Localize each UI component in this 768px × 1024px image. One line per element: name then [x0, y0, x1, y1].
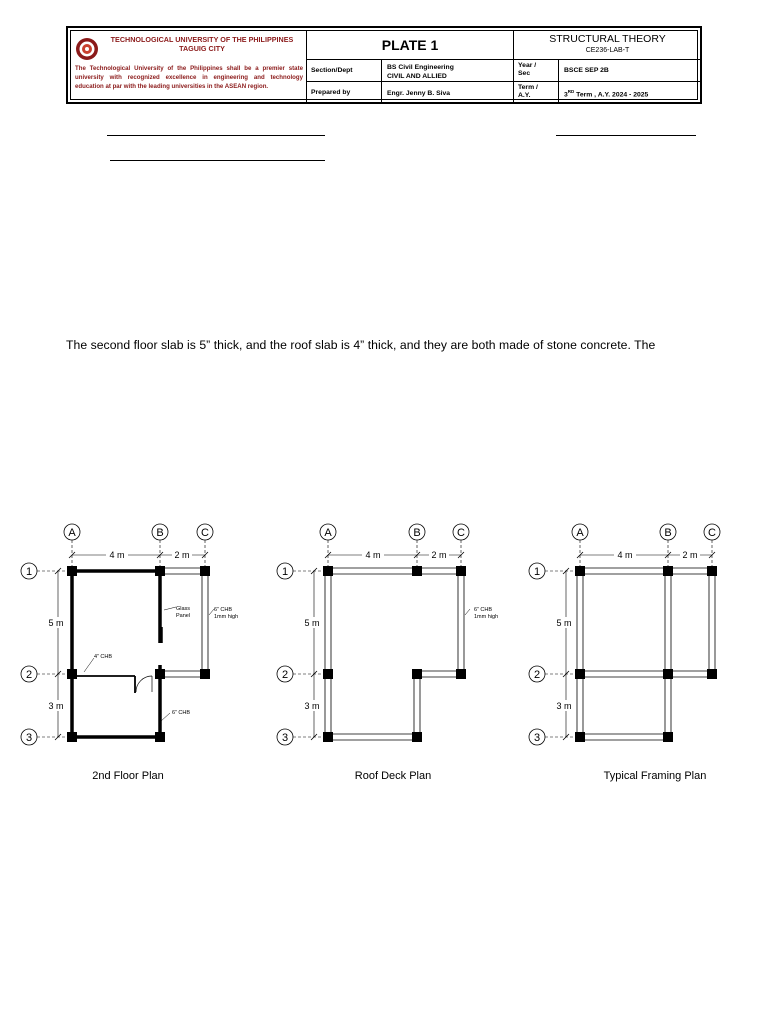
svg-text:3: 3 [533, 732, 541, 744]
svg-text:A: A [324, 527, 332, 539]
course-cell [514, 31, 701, 60]
problem-statement: The second floor slab is 5” thick, and the roof slab is 4” thick, and they are both made of stone concrete. The [66, 338, 656, 352]
plate-number: PLATE 1 [307, 31, 514, 60]
prepared-label: Prepared by [311, 89, 351, 96]
course-code: CE236-LAB-T [585, 47, 630, 54]
grid-bubble-3 [277, 729, 293, 745]
grid-bubble-3 [529, 729, 545, 745]
grid-bubble-b [409, 524, 425, 540]
term-value [559, 87, 648, 99]
svg-text:2: 2 [533, 669, 541, 681]
svg-text:2 m: 2 m [682, 550, 698, 560]
svg-text:B: B [156, 527, 164, 539]
grid-bubble-a [320, 524, 336, 540]
university-seal-icon [75, 37, 99, 61]
grid-bubble-2 [21, 666, 37, 682]
section-value-line-2: CIVIL AND ALLIED [387, 73, 447, 80]
chb-walls [72, 571, 160, 737]
svg-text:3 m: 3 m [556, 701, 572, 711]
plan-title-framing: Typical Framing Plan [603, 770, 707, 782]
term-label-cell [514, 82, 559, 104]
plan-title-roof-deck: Roof Deck Plan [354, 770, 432, 782]
plan-title-2nd-floor: 2nd Floor Plan [92, 770, 164, 782]
prepared-value-cell [382, 82, 514, 104]
grid-bubble-1 [21, 563, 37, 579]
svg-text:2: 2 [25, 669, 33, 681]
svg-text:1: 1 [281, 566, 289, 578]
svg-text:C: C [201, 527, 209, 539]
note-glass-1: Glass [176, 606, 191, 612]
note-chb-6: 6” CHB [172, 710, 191, 716]
grid-bubble-c [704, 524, 720, 540]
grid-bubble-2 [529, 666, 545, 682]
section-value [382, 60, 513, 81]
second-floor-plan [21, 524, 238, 782]
note-chb-high-2: 1mm high [214, 614, 239, 620]
grid-bubble-2 [277, 666, 293, 682]
svg-text:5 m: 5 m [556, 618, 572, 628]
mission-statement: The Technological University of the Philippines shall be a premier state university with recognized excellence in engineering and technology education at par with the leading universities in the ASEAN region. [75, 65, 303, 90]
year-label-cell [514, 60, 559, 82]
svg-text:A: A [576, 527, 584, 539]
section-value-cell [382, 60, 514, 82]
dim-3m: 3 m [48, 701, 64, 711]
course-title: STRUCTURAL THEORY [549, 33, 666, 45]
svg-text:4 m: 4 m [617, 550, 633, 560]
university-cell [71, 31, 307, 104]
year-value: BSCE SEP 2B [564, 67, 609, 74]
grid-bubble-1 [277, 563, 293, 579]
svg-text:B: B [413, 527, 421, 539]
grid-bubble-b [152, 524, 168, 540]
section-label-cell [307, 60, 382, 82]
svg-text:6” CHB: 6” CHB [474, 607, 493, 613]
svg-text:3 m: 3 m [304, 701, 320, 711]
grid-bubble-a [572, 524, 588, 540]
university-name [101, 35, 303, 53]
svg-text:A: A [68, 527, 76, 539]
svg-text:3: 3 [281, 732, 289, 744]
dim-2m: 2 m [174, 550, 190, 560]
grid-bubble-b [660, 524, 676, 540]
university-name-line: TECHNOLOGICAL UNIVERSITY OF THE PHILIPPINES [110, 35, 294, 44]
svg-text:C: C [708, 527, 716, 539]
dim-4m: 4 m [109, 550, 125, 560]
note-glass-2: Panel [176, 613, 191, 619]
campus-name: TAGUIG CITY [179, 44, 225, 53]
year-value-cell [559, 60, 701, 82]
title-block [66, 26, 702, 104]
name-blank-line-2 [110, 160, 325, 161]
grid-bubble-c [453, 524, 469, 540]
svg-text:4 m: 4 m [365, 550, 381, 560]
term-number: 3 [564, 91, 568, 99]
svg-text:1: 1 [533, 566, 541, 578]
term-suffix: RD [567, 88, 575, 94]
section-value-line-1: BS Civil Engineering [387, 64, 454, 71]
svg-text:1: 1 [25, 566, 33, 578]
term-value-cell [559, 82, 701, 104]
svg-text:5 m: 5 m [304, 618, 320, 628]
typical-framing-plan [529, 524, 720, 782]
note-chb-high-1: 6” CHB [214, 607, 233, 613]
svg-text:C: C [457, 527, 465, 539]
note-chb-4: 4” CHB [94, 654, 113, 660]
year-label [514, 60, 558, 78]
grid-bubble-3 [21, 729, 37, 745]
grid-bubble-c [197, 524, 213, 540]
grid-bubble-a [64, 524, 80, 540]
year-label-line-2: Sec [518, 70, 531, 77]
name-blank-line [107, 135, 325, 136]
term-label [514, 82, 558, 100]
term-label-line-2: A.Y. [518, 92, 531, 99]
structural-plans [0, 515, 768, 795]
svg-text:B: B [664, 527, 672, 539]
section-label: Section/Dept [311, 66, 353, 74]
prepared-label-cell [307, 82, 382, 104]
svg-text:2 m: 2 m [431, 550, 447, 560]
roof-deck-plan [277, 524, 498, 782]
prepared-value: Engr. Jenny B. Siva [387, 89, 451, 97]
svg-text:2: 2 [281, 669, 289, 681]
grid-bubble-1 [529, 563, 545, 579]
year-label-line-1: Year / [518, 62, 537, 69]
term-rest: Term , A.Y. 2024 - 2025 [574, 91, 649, 99]
term-label-line-1: Term / [518, 84, 538, 91]
svg-text:3: 3 [25, 732, 33, 744]
dim-5m: 5 m [48, 618, 64, 628]
svg-text:1mm high: 1mm high [474, 614, 499, 620]
date-blank-line [556, 135, 696, 136]
